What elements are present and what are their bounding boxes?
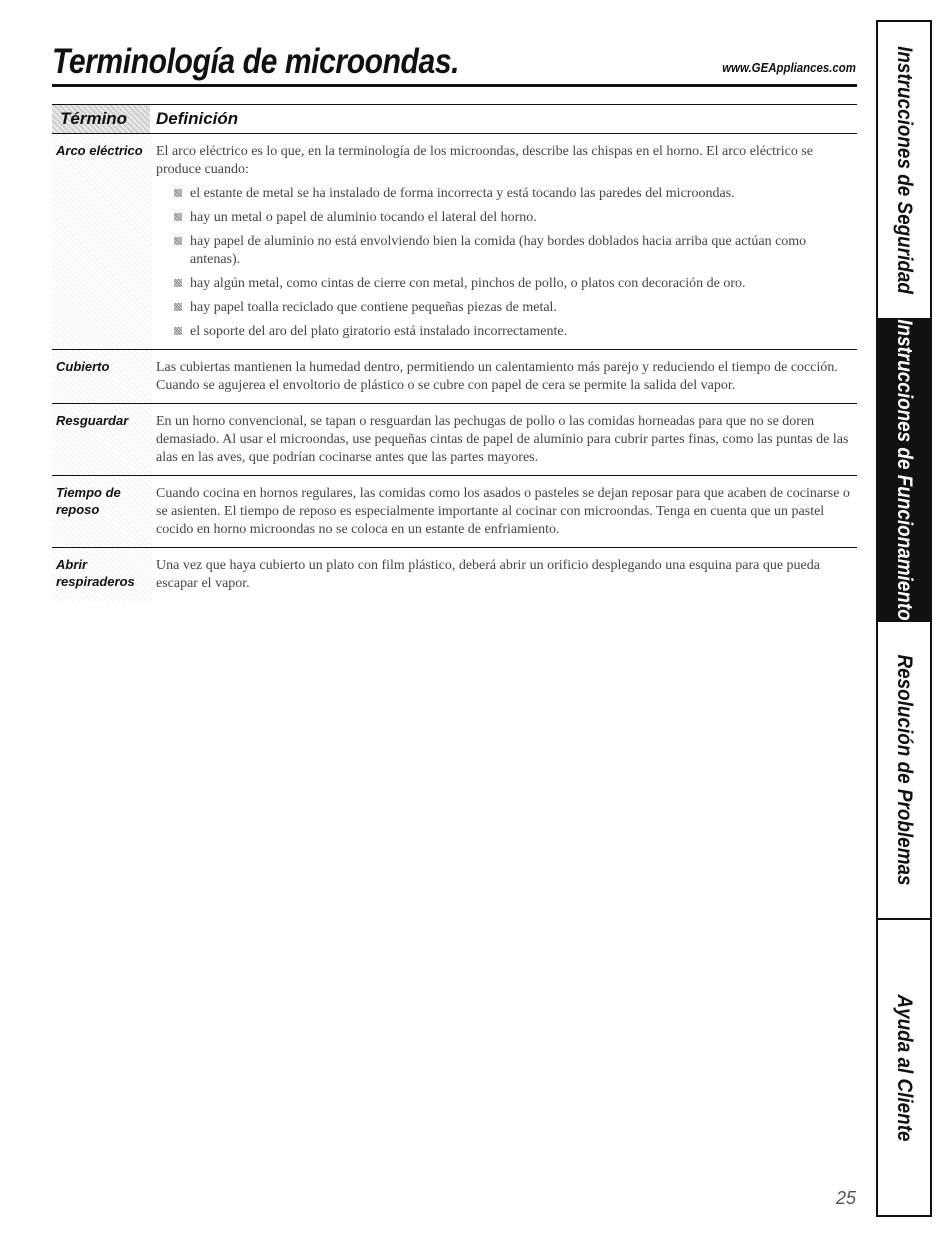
- list-item-text: el soporte del aro del plato giratorio está instalado incorrectamente.: [190, 324, 568, 339]
- tab-label: Ayuda al Cliente: [893, 993, 916, 1142]
- site-url[interactable]: www.GEAppliances.com: [722, 60, 856, 75]
- header-term: Término: [52, 105, 150, 133]
- definition-text: En un horno convencional, se tapan o resguardan las pechugas de pollo o las comidas horneadas para que no se doren demasiado. Al usar el microondas, use pequeñas cintas de papel de aluminio para cubrir partes finas, como las puntas de las alas en las aves, que podrían cocinarse antes que las partes mayores.: [156, 414, 849, 465]
- table-row: [52, 134, 857, 350]
- list-item-text: hay algún metal, como cintas de cierre con metal, pinchos de pollo, o platos con decoración de oro.: [190, 276, 746, 291]
- table-row: [52, 548, 857, 601]
- bullet-list: [156, 185, 857, 341]
- table-row: [52, 350, 857, 404]
- definition-text: El arco eléctrico es lo que, en la terminología de los microondas, describe las chispas en el horno. El arco eléctrico se produce cuando:: [156, 144, 813, 177]
- list-item: [156, 185, 857, 203]
- term-cell: Cubierto: [52, 350, 152, 403]
- term-cell: Tiempo de reposo: [52, 476, 152, 547]
- tab-label: Instrucciones de Seguridad: [893, 46, 916, 294]
- definition-cell: [156, 413, 857, 467]
- title-rule: [52, 84, 857, 87]
- terminology-table: [52, 104, 857, 601]
- definition-cell: [156, 143, 857, 341]
- tab-label: Resolución de Problemas: [893, 654, 916, 886]
- bullet-square-icon: [174, 213, 182, 221]
- bullet-square-icon: [174, 303, 182, 311]
- bullet-square-icon: [174, 279, 182, 287]
- definition-cell: [156, 359, 857, 395]
- table-row: [52, 404, 857, 476]
- table-header: [52, 104, 857, 134]
- list-item: [156, 233, 857, 269]
- definition-cell: [156, 485, 857, 539]
- list-item-text: hay papel toalla reciclado que contiene pequeñas piezas de metal.: [190, 300, 557, 315]
- term-cell: Resguardar: [52, 404, 152, 475]
- bullet-square-icon: [174, 327, 182, 335]
- page-title: Terminología de microondas.: [52, 42, 460, 81]
- bullet-square-icon: [174, 237, 182, 245]
- list-item: [156, 323, 857, 341]
- table-row: [52, 476, 857, 548]
- term-cell: Arco eléctrico: [52, 134, 152, 349]
- side-tabs: [876, 20, 932, 1217]
- tab-seguridad[interactable]: [878, 22, 930, 320]
- tab-funcionamiento[interactable]: [878, 320, 930, 622]
- bullet-square-icon: [174, 189, 182, 197]
- list-item: [156, 299, 857, 317]
- definition-text: Las cubiertas mantienen la humedad dentro, permitiendo un calentamiento más parejo y reduciendo el tiempo de cocción. Cuando se agujerea el envoltorio de plástico o se cubre con papel de cera se permite la salida del vapor.: [156, 360, 838, 393]
- tab-resolucion-problemas[interactable]: [878, 622, 930, 920]
- term-cell: Abrir respiraderos: [52, 548, 152, 601]
- list-item-text: el estante de metal se ha instalado de forma incorrecta y está tocando las paredes del microondas.: [190, 186, 735, 201]
- tab-label: Instrucciones de Funcionamiento: [893, 319, 916, 621]
- definition-cell: [156, 557, 857, 593]
- list-item-text: hay papel de aluminio no está envolviendo bien la comida (hay bordes doblados hacia arriba que actúan como antenas).: [190, 234, 807, 267]
- list-item: [156, 209, 857, 227]
- definition-text: Una vez que haya cubierto un plato con film plástico, deberá abrir un orificio desplegando una esquina para que pueda escapar el vapor.: [156, 558, 820, 591]
- definition-text: Cuando cocina en hornos regulares, las comidas como los asados o pasteles se dejan reposar para que acaben de cocinarse o se asienten. El tiempo de reposo es especialmente importante al cocinar con microondas. Tenga en cuenta que un pastel cocido en horno microondas no se coloca en un estante de enfriamiento.: [156, 486, 850, 537]
- page-number: 25: [835, 1188, 856, 1208]
- list-item-text: hay un metal o papel de aluminio tocando el lateral del horno.: [190, 210, 537, 225]
- tab-ayuda-cliente[interactable]: [878, 920, 930, 1215]
- header-definition: Definición: [156, 109, 239, 128]
- list-item: [156, 275, 857, 293]
